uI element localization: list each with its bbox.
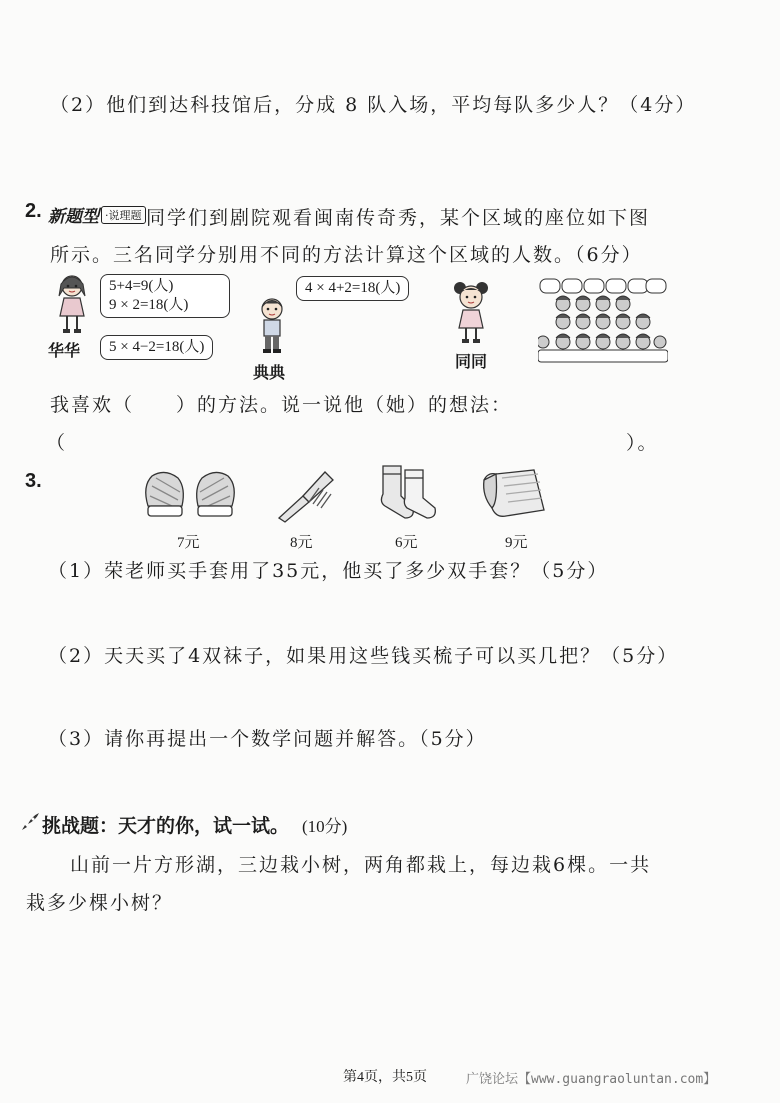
price-socks: 6元 bbox=[395, 535, 418, 551]
mittens-icon bbox=[140, 466, 240, 526]
challenge-points: (10分) bbox=[302, 817, 348, 836]
challenge-title: 挑战题：天才的你，试一试。 bbox=[42, 815, 290, 837]
tongtong-bubble bbox=[296, 276, 409, 301]
huahua-eq1: 5+4=9(人) bbox=[109, 278, 174, 294]
q2-tag bbox=[48, 202, 146, 227]
q2-line2: 所示。三名同学分别用不同的方法计算这个区域的人数。（6分） bbox=[50, 244, 643, 266]
socks-icon bbox=[375, 462, 441, 524]
name-diandian: 典典 bbox=[253, 363, 286, 382]
challenge-line2: 栽多少棵小树？ bbox=[26, 892, 174, 914]
price-comb: 8元 bbox=[290, 535, 313, 551]
tag-reasoning: ·说理题 bbox=[101, 206, 146, 224]
price-mittens: 7元 bbox=[177, 535, 200, 551]
girl-tongtong-icon bbox=[450, 280, 492, 346]
comb-icon bbox=[275, 466, 335, 526]
challenge-line1: 山前一片方形湖，三边栽小树，两角都栽上，每边栽6棵。一共 bbox=[70, 854, 652, 876]
q1-part2: （2）他们到达科技馆后，分成 8 队入场，平均每队多少人？（4分） bbox=[50, 94, 697, 116]
boy-diandian-icon bbox=[255, 296, 289, 356]
watermark: 广饶论坛【www.guangraoluntan.com】 bbox=[466, 1072, 717, 1087]
q3-part2: （2）天天买了4双袜子，如果用这些钱买梳子可以买几把？（5分） bbox=[48, 645, 679, 667]
q2-line1: 同学们到剧院观看闽南传奇秀，某个区域的座位如下图 bbox=[146, 207, 651, 229]
huahua-bubble bbox=[100, 274, 230, 318]
q2-number: 2. bbox=[25, 200, 42, 222]
girl-huahua-icon bbox=[52, 272, 92, 336]
name-tongtong: 同同 bbox=[455, 352, 488, 371]
diandian-eq: 5 × 4−2=18(人) bbox=[109, 339, 205, 355]
q2-blank-close: ）。 bbox=[626, 432, 659, 454]
new-type-mark: 新题型 bbox=[48, 207, 99, 227]
huahua-eq2: 9 × 2=18(人) bbox=[109, 297, 189, 313]
towel-icon bbox=[478, 466, 548, 524]
q3-part3: （3）请你再提出一个数学问题并解答。（5分） bbox=[48, 728, 487, 750]
price-towel: 9元 bbox=[505, 535, 528, 551]
audience-seats-icon bbox=[538, 276, 668, 366]
q3-number: 3. bbox=[25, 470, 42, 492]
q2-blank-open: （ bbox=[46, 432, 68, 454]
diandian-bubble bbox=[100, 335, 213, 360]
page-number: 第4页，共5页 bbox=[343, 1070, 427, 1085]
rocket-icon bbox=[20, 812, 40, 832]
name-huahua: 华华 bbox=[48, 341, 81, 360]
q3-part1: （1）荣老师买手套用了35元，他买了多少双手套？（5分） bbox=[48, 560, 609, 582]
tongtong-eq: 4 × 4+2=18(人) bbox=[305, 280, 401, 296]
q2-prompt: 我喜欢（ ）的方法。说一说他（她）的想法： bbox=[50, 394, 513, 416]
